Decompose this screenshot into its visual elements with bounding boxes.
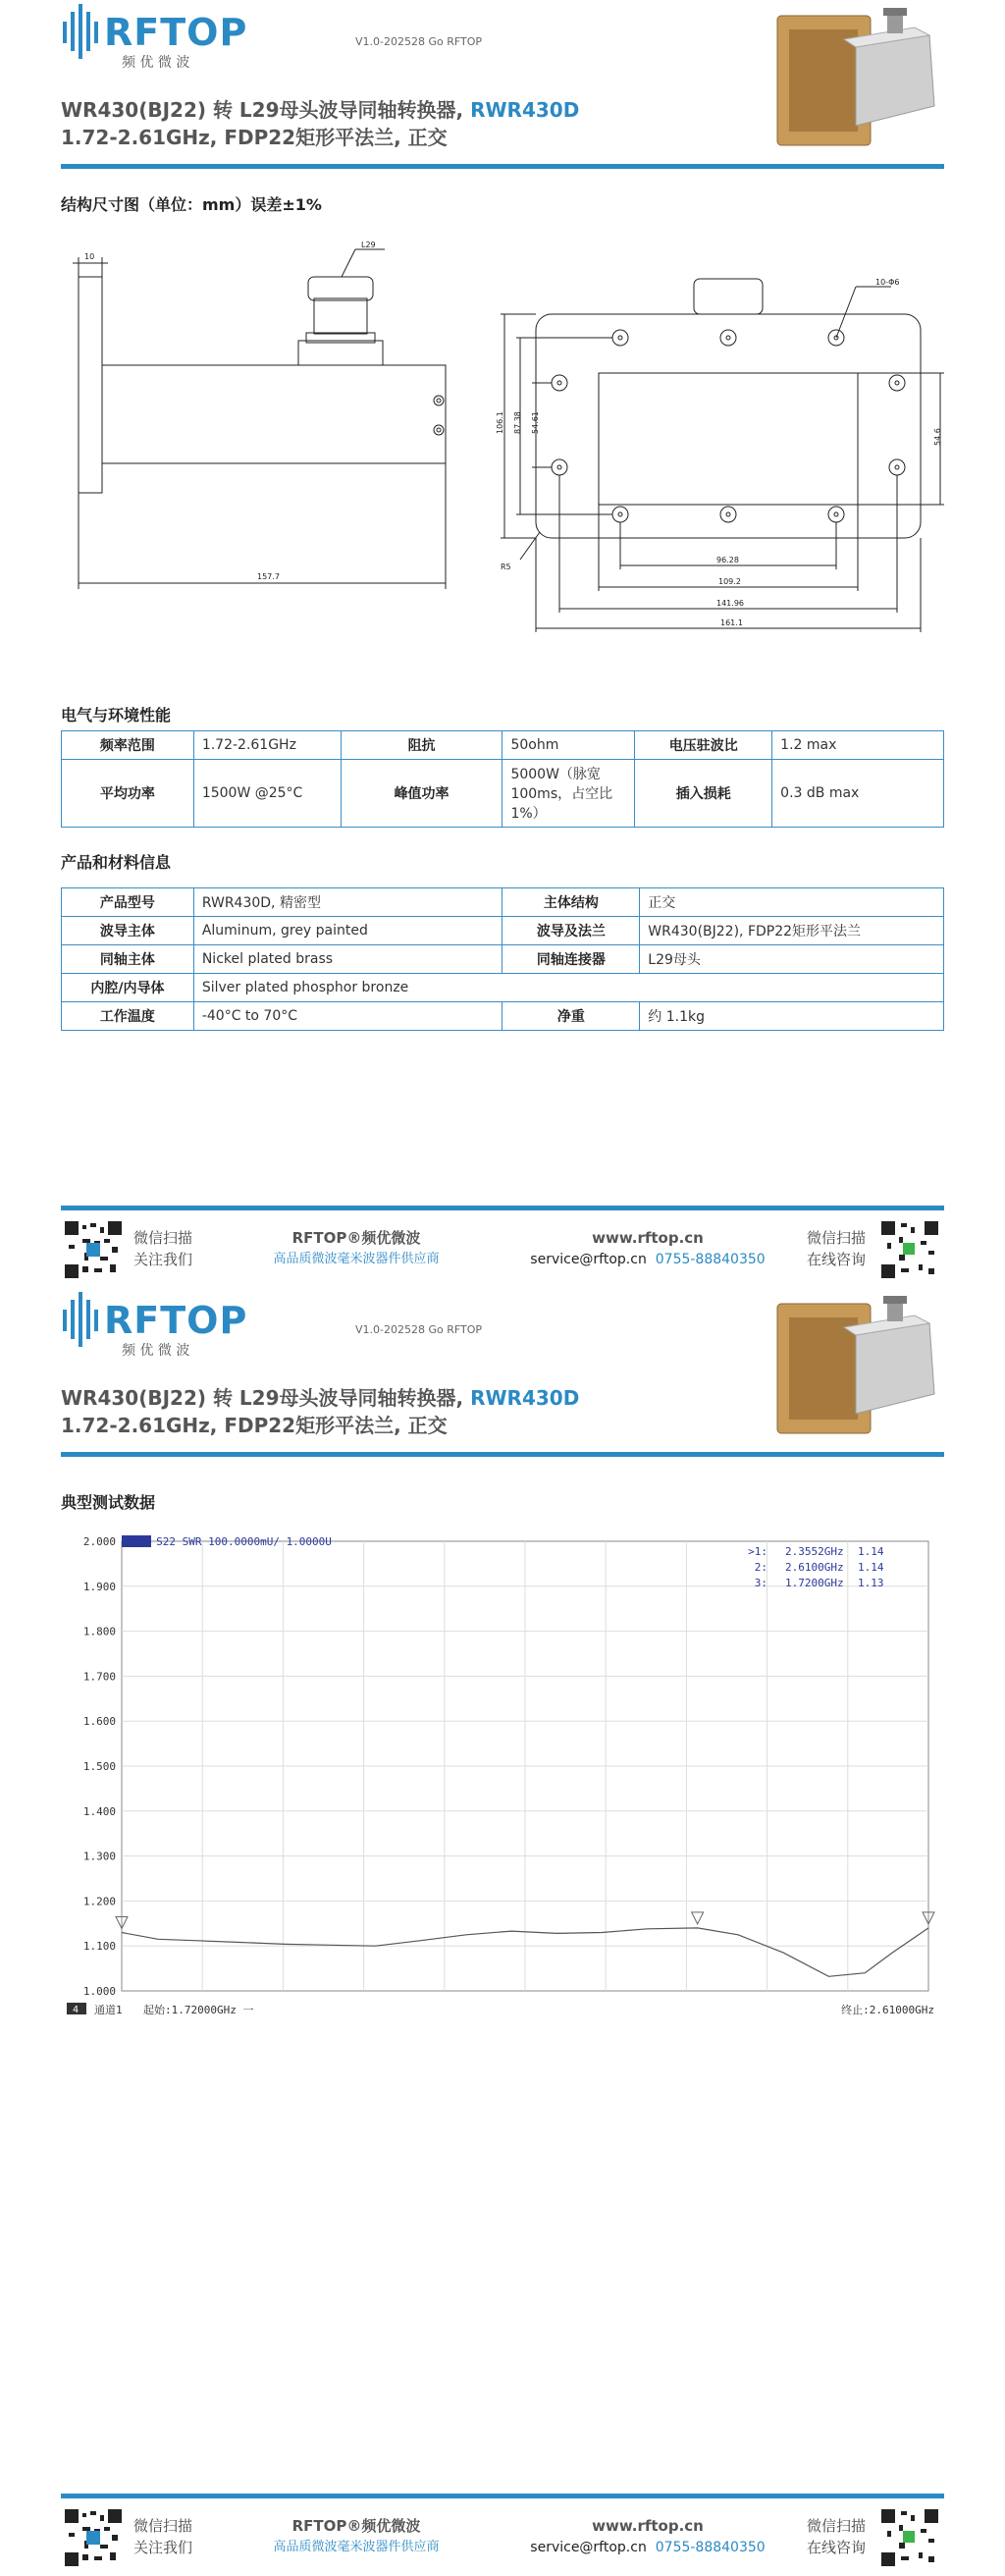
y-tick-label: 1.700 (82, 1670, 116, 1684)
website-link[interactable]: www.rftop.cn (592, 2517, 704, 2535)
y-tick-labels (83, 1535, 116, 1998)
qr-code-consult-icon (881, 1221, 938, 1278)
company-name: RFTOP®频优微波 (291, 1229, 421, 1247)
marker-value: 1.14 (858, 1561, 884, 1574)
email-link[interactable]: service@rftop.cn (530, 2540, 647, 2555)
spec-key: 平均功率 (62, 760, 194, 828)
footer-divider (61, 2494, 944, 2498)
drawing-section-title: 结构尺寸图（单位：mm）误差±1% (61, 195, 322, 214)
consult-text: 在线咨询 (807, 2539, 867, 2556)
header-divider (61, 1452, 944, 1457)
table-row (62, 888, 944, 917)
x-stop-label: 终止:2.61000GHz (841, 2004, 934, 2016)
marker-label: 2: (754, 1561, 767, 1574)
spec-value: 正交 (640, 888, 944, 917)
table-row (62, 945, 944, 974)
brand-cn: 频 优 微 波 (122, 1343, 190, 1359)
spec-value: Aluminum, grey painted (193, 917, 502, 945)
footer-company (263, 2515, 450, 2558)
dim-holes: 10-Φ6 (875, 278, 900, 287)
y-tick-label: 1.400 (82, 1804, 116, 1818)
dim-flange-thickness: 10 (84, 252, 95, 261)
dim-h2: 87.38 (513, 411, 522, 434)
spec-value: Nickel plated brass (193, 945, 502, 974)
wechat-scan-text: 微信扫描 (133, 1229, 193, 1247)
dim-w2: 109.2 (718, 577, 741, 586)
product-subtitle: 1.72-2.61GHz, FDP22矩形平法兰, 正交 (61, 126, 448, 149)
marker-value: 1.13 (858, 1577, 884, 1589)
table-row (62, 1002, 944, 1031)
dim-w4: 161.1 (720, 618, 743, 627)
footer-wechat-label (133, 2515, 192, 2558)
qr-code-icon (65, 2509, 122, 2566)
y-tick-label: 1.100 (82, 1940, 116, 1954)
page-footer (0, 1206, 1005, 1284)
swr-chart (61, 1533, 944, 2044)
chart-title: Tr 1 S22 SWR 100.0000mU/ 1.0000U (124, 1535, 332, 1548)
marker-label: >1: (748, 1545, 767, 1558)
footer-wechat-label (133, 1227, 192, 1270)
y-tick-label: 1.900 (82, 1580, 116, 1593)
wechat-scan-text-2: 微信扫描 (807, 1229, 867, 1247)
marker-value: 1.14 (858, 1545, 884, 1558)
spec-value: Silver plated phosphor bronze (193, 974, 943, 1002)
dim-length: 157.7 (257, 572, 280, 581)
rftop-logo (61, 2, 262, 71)
y-tick-label: 1.300 (82, 1850, 116, 1863)
spec-key: 内腔/内导体 (62, 974, 194, 1002)
spec-value: WR430(BJ22), FDP22矩形平法兰 (640, 917, 944, 945)
flange-holes (552, 330, 905, 522)
footer-consult-label (807, 2515, 866, 2558)
x-start-label: 起始:1.72000GHz 一 (143, 2004, 254, 2016)
product-table (61, 887, 944, 1031)
product-title (61, 1382, 579, 1411)
header-divider (61, 164, 944, 169)
marker-freq: 2.6100GHz (785, 1561, 844, 1574)
side-view (73, 241, 446, 589)
spec-value: 0.3 dB max (772, 760, 944, 828)
rftop-logo (61, 1290, 262, 1359)
website-link[interactable]: www.rftop.cn (592, 1229, 704, 1247)
footer-divider (61, 1206, 944, 1210)
consult-text: 在线咨询 (807, 1251, 867, 1268)
spec-key: 电压驻波比 (635, 731, 772, 760)
footer-company (263, 1227, 450, 1270)
y-tick-label: 1.600 (82, 1715, 116, 1729)
spec-value: 1.2 max (772, 731, 944, 760)
spec-key: 同轴主体 (62, 945, 194, 974)
svg-text:RFTOP: RFTOP (104, 1299, 248, 1342)
email-link[interactable]: service@rftop.cn (530, 1252, 647, 1267)
spec-value: 1.72-2.61GHz (193, 731, 341, 760)
spec-key: 净重 (502, 1002, 640, 1031)
dim-h1: 106.1 (496, 411, 504, 434)
svg-text:RFTOP: RFTOP (104, 11, 248, 54)
spec-key: 插入损耗 (635, 760, 772, 828)
table-row (62, 731, 944, 760)
company-slogan: 高品质微波毫米波器件供应商 (273, 1252, 440, 1266)
phone-number: 0755-88840350 (655, 1252, 766, 1267)
follow-us-text: 关注我们 (133, 1251, 193, 1268)
table-row (62, 760, 944, 828)
dim-w3: 141.96 (716, 599, 744, 608)
footer-consult-label (807, 1227, 866, 1270)
front-view (496, 278, 944, 632)
spec-key: 峰值功率 (341, 760, 502, 828)
title-prefix: WR430(BJ22) 转 L29母头波导同轴转换器, (61, 98, 471, 122)
marker-label: 3: (754, 1577, 767, 1589)
electrical-table (61, 730, 944, 828)
spec-value: L29母头 (640, 945, 944, 974)
product-image (767, 1296, 942, 1441)
product-section-title: 产品和材料信息 (61, 853, 172, 872)
electrical-section-title: 电气与环境性能 (61, 706, 172, 724)
table-row (62, 974, 944, 1002)
qr-code-consult-icon (881, 2509, 938, 2566)
footer-contact (520, 2515, 775, 2558)
spec-key: 主体结构 (502, 888, 640, 917)
company-slogan: 高品质微波毫米波器件供应商 (273, 2540, 440, 2554)
version-label: V1.0-202528 Go RFTOP (355, 35, 483, 48)
wechat-scan-text-2: 微信扫描 (807, 2517, 867, 2535)
spec-key: 同轴连接器 (502, 945, 640, 974)
y-tick-label: 1.800 (82, 1625, 116, 1638)
phone-number: 0755-88840350 (655, 2540, 766, 2555)
spec-key: 阻抗 (341, 731, 502, 760)
qr-code-icon (65, 1221, 122, 1278)
brand-cn: 频 优 微 波 (122, 55, 190, 71)
spec-key: 波导主体 (62, 917, 194, 945)
spec-key: 产品型号 (62, 888, 194, 917)
spec-value: 1500W @25°C (193, 760, 341, 828)
product-title (61, 94, 579, 123)
spec-value: RWR430D, 精密型 (193, 888, 502, 917)
page-2 (0, 1288, 1005, 2576)
company-name: RFTOP®频优微波 (291, 2517, 421, 2535)
y-tick-label: 1.200 (82, 1895, 116, 1908)
follow-us-text: 关注我们 (133, 2539, 193, 2556)
wechat-scan-text: 微信扫描 (133, 2517, 193, 2535)
model-number: RWR430D (470, 98, 580, 122)
spec-key: 波导及法兰 (502, 917, 640, 945)
spec-key: 工作温度 (62, 1002, 194, 1031)
dimension-drawing (61, 228, 944, 660)
title-prefix: WR430(BJ22) 转 L29母头波导同轴转换器, (61, 1386, 471, 1410)
marker-freq: 1.7200GHz (785, 1577, 844, 1589)
product-subtitle: 1.72-2.61GHz, FDP22矩形平法兰, 正交 (61, 1414, 448, 1437)
spec-value: -40°C to 70°C (193, 1002, 502, 1031)
spec-value: 50ohm (502, 731, 635, 760)
marker-freq: 2.3552GHz (785, 1545, 844, 1558)
spec-value: 约 1.1kg (640, 1002, 944, 1031)
spec-key: 频率范围 (62, 731, 194, 760)
table-row (62, 917, 944, 945)
dim-radius: R5 (501, 563, 511, 571)
dim-connector: L29 (361, 241, 376, 249)
channel-label: 通道1 (94, 2004, 123, 2016)
dim-h4: 54.6 (933, 428, 942, 446)
version-label: V1.0-202528 Go RFTOP (355, 1323, 483, 1336)
footer-contact (520, 1227, 775, 1270)
y-tick-label: 2.000 (82, 1535, 116, 1548)
model-number: RWR430D (470, 1386, 580, 1410)
product-image (767, 8, 942, 153)
y-tick-label: 1.000 (82, 1985, 116, 1998)
dim-w1: 96.28 (716, 556, 739, 564)
spec-value: 5000W（脉宽100ms，占空比1%） (502, 760, 635, 828)
page-footer (0, 2494, 1005, 2572)
channel-num: 4 (73, 2005, 79, 2015)
test-section-title: 典型测试数据 (61, 1493, 156, 1512)
y-tick-label: 1.500 (82, 1760, 116, 1773)
dim-h3: 54.61 (531, 411, 540, 434)
